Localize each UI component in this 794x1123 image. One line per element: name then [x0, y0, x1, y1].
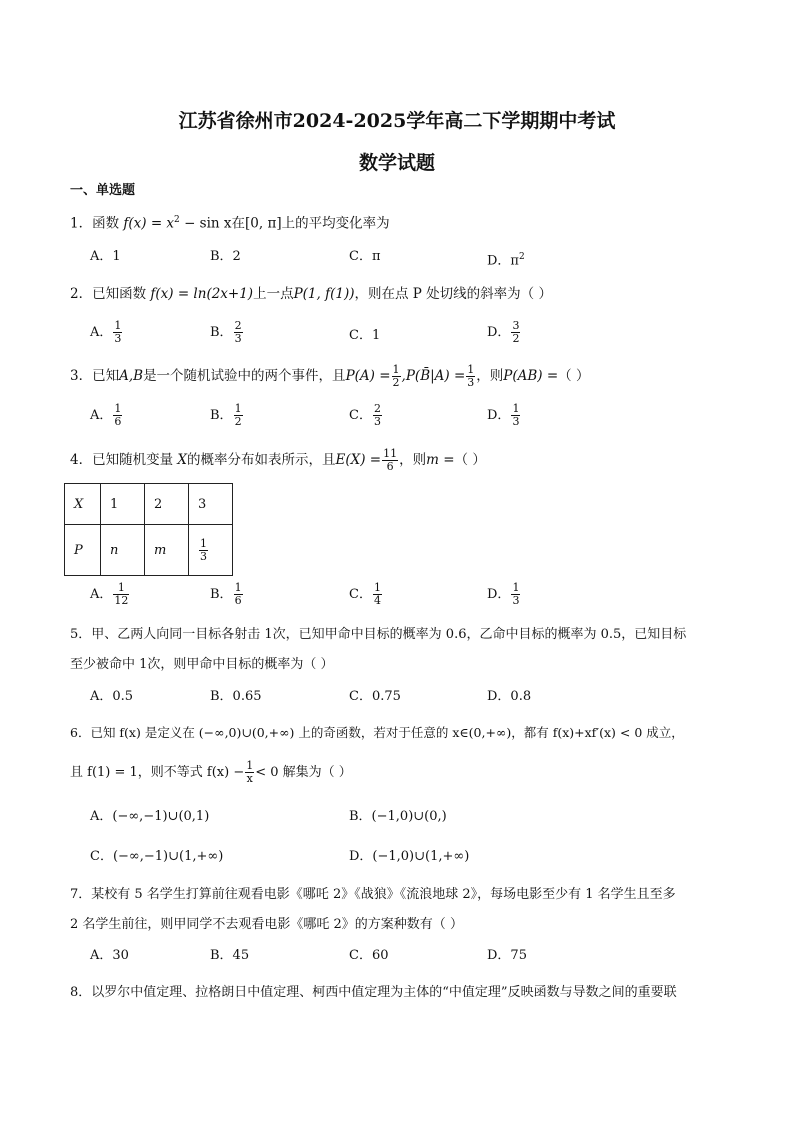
q4-option-c-fraction [373, 582, 382, 607]
q3-option-d [487, 403, 521, 428]
q3-option-d-label: D． [487, 408, 511, 423]
q5-option-c: C．0.75 [349, 689, 401, 704]
q3-option-a-fraction [113, 403, 122, 428]
q2-mid: 上一点 [253, 286, 294, 302]
table-cell: 1 [101, 484, 145, 525]
question-5-line-1: 5．甲、乙两人向同一目标各射击 1次，已知甲命中目标的概率为 0.6，乙命中目标的概率为 0.5，已知目标 [70, 627, 687, 642]
q2-option-d-fraction [511, 320, 520, 345]
q2-prefix: 2．已知函数 [70, 286, 151, 302]
q2-option-b-fraction [234, 320, 243, 345]
table-cell [65, 525, 101, 576]
fraction-numerator: 1 [392, 363, 400, 376]
fraction-numerator: 1 [234, 581, 242, 594]
question-1 [70, 211, 390, 233]
fraction-denominator: 3 [512, 594, 520, 607]
fraction-denominator: 4 [373, 594, 381, 607]
q6-option-d: D．(−1,0)∪(1,+∞) [349, 849, 470, 864]
q3-option-b-fraction [234, 403, 243, 428]
table-cell-text: X [74, 496, 84, 512]
q3-option-c-fraction [373, 403, 382, 428]
q4-option-b [210, 582, 244, 607]
fraction-denominator: x [246, 772, 253, 785]
q3-prefix: 3．已知 [70, 368, 120, 384]
table-cell-text: P [74, 542, 83, 558]
fraction-denominator: 2 [392, 376, 400, 389]
table-row [65, 525, 233, 576]
q6-option-b: B．(−1,0)∪(0,) [349, 809, 447, 824]
q7-option-b: B．45 [210, 948, 250, 963]
q4-option-c-label: C． [349, 587, 372, 602]
question-6-line-2 [70, 760, 352, 785]
q3-pa-fraction [392, 364, 401, 389]
q3-option-d-fraction [511, 403, 520, 428]
q3-option-b-label: B． [210, 408, 233, 423]
q2-text: ，则在点 P 处切线的斜率为（ ） [354, 286, 552, 302]
q3-pba-fraction [466, 364, 475, 389]
q4-option-a [90, 582, 130, 607]
question-6-line-1: 6．已知 f(x) 是定义在 (−∞,0)∪(0,+∞) 上的奇函数，若对于任意的 x∈(0,+∞)，都有 f(x)+xf′(x) < 0 成立， [70, 725, 684, 740]
q4-m: m = [426, 452, 455, 468]
table-cell: 3 [189, 484, 233, 525]
q3-pa: P(A) = [345, 368, 391, 384]
q6-line-2-prefix: 且 f(1) = 1，则不等式 f(x) − [70, 765, 245, 780]
q2-function: f(x) = ln(2x+1) [150, 286, 254, 302]
q1-option-d-exponent: 2 [518, 252, 525, 262]
q4-option-b-fraction [234, 582, 243, 607]
q3-mid: 是一个随机试验中的两个事件，且 [143, 368, 346, 384]
q4-option-d-label: D． [487, 587, 511, 602]
q3-post: ，则 [476, 368, 504, 384]
distribution-table [64, 483, 233, 576]
fraction-numerator: 1 [467, 363, 475, 376]
q3-pab: P(AB) = [503, 368, 559, 384]
fraction-denominator: 3 [467, 376, 475, 389]
question-3 [70, 364, 589, 389]
table-cell-text: n [110, 542, 119, 558]
fraction-numerator: 1 [114, 402, 122, 415]
q4-mid: 的概率分布如表所示，且 [187, 452, 336, 468]
fraction-numerator: 1 [200, 536, 207, 550]
q3-option-c-label: C． [349, 408, 372, 423]
q7-option-c: C．60 [349, 948, 389, 963]
question-5-line-2: 至少被命中 1次，则甲命中目标的概率为（ ） [70, 657, 334, 672]
table-row [65, 484, 233, 525]
section-heading: 一、单选题 [70, 183, 136, 198]
document-title: 江苏省徐州市2024-2025学年高二下学期期中考试 [178, 110, 616, 132]
table-cell-fraction [199, 538, 208, 563]
q1-text: 在[0, π]上的平均变化率为 [231, 215, 390, 232]
q5-option-a: A．0.5 [90, 689, 134, 704]
q2-option-b [210, 320, 244, 345]
fraction-denominator: 3 [114, 332, 122, 345]
q7-option-a: A．30 [90, 948, 129, 963]
q4-option-d [487, 582, 521, 607]
fraction-numerator: 1 [114, 319, 122, 332]
q2-option-b-label: B． [210, 325, 233, 340]
fraction-numerator: 1 [373, 581, 381, 594]
q1-option-d-label: D．π [487, 253, 519, 269]
q1-prefix: 1．函数 [70, 215, 124, 232]
q4-variable: X [177, 452, 188, 468]
q4-option-c [349, 582, 383, 607]
q1-option-b: B．2 [210, 249, 241, 264]
q1-function-rest: − sin x [179, 215, 232, 232]
q2-option-d [487, 320, 521, 345]
fraction-numerator: 2 [373, 402, 381, 415]
question-2 [70, 285, 552, 303]
fraction-denominator: 6 [114, 415, 122, 428]
document-subtitle: 数学试题 [358, 152, 435, 174]
q4-expectation: E(X) = [335, 452, 382, 468]
question-4 [70, 448, 486, 473]
q4-option-a-label: A． [90, 587, 113, 602]
q4-option-d-fraction [511, 582, 520, 607]
table-cell-text: m [154, 542, 167, 558]
fraction-denominator: 12 [114, 594, 129, 607]
q3-option-b [210, 403, 244, 428]
fraction-numerator: 1 [234, 402, 242, 415]
question-7-line-2: 2 名学生前往，则甲同学不去观看电影《哪吒 2》的方案种数有（ ） [70, 917, 463, 932]
q2-option-c: C．1 [349, 328, 381, 343]
fraction-denominator: 6 [234, 594, 242, 607]
fraction-numerator: 1 [246, 759, 254, 772]
q5-option-d: D．0.8 [487, 689, 532, 704]
q3-option-a-label: A． [90, 408, 113, 423]
q2-point: P(1, f(1)) [293, 286, 355, 302]
question-8-line-1: 8．以罗尔中值定理、拉格朗日中值定理、柯西中值定理为主体的“中值定理”反映函数与导数之间的重要联 [70, 985, 677, 1000]
fraction-denominator: 2 [234, 415, 242, 428]
q3-events: A,B [119, 368, 144, 384]
q6-option-a: A．(−∞,−1)∪(0,1) [90, 809, 210, 824]
q1-exponent: 2 [174, 215, 180, 225]
q2-option-a-fraction [113, 320, 122, 345]
q1-option-c: C．π [349, 249, 381, 264]
fraction-numerator: 11 [383, 447, 398, 460]
q3-pba: ,P(B̄|A) = [401, 368, 466, 384]
fraction-numerator: 1 [512, 402, 520, 415]
fraction-denominator: 3 [512, 415, 520, 428]
q4-prefix: 4．已知随机变量 [70, 452, 178, 468]
q2-option-a [90, 320, 123, 345]
table-cell [189, 525, 233, 576]
q4-option-a-fraction [113, 582, 129, 607]
q1-function: f(x) = x [123, 215, 175, 232]
fraction-numerator: 2 [234, 319, 242, 332]
q3-option-c [349, 403, 383, 428]
table-cell [65, 484, 101, 525]
q4-post: ，则 [399, 452, 427, 468]
table-cell [101, 525, 145, 576]
q4-expectation-fraction [382, 448, 398, 473]
fraction-denominator: 3 [373, 415, 381, 428]
q1-option-d [487, 248, 525, 270]
fraction-numerator: 1 [113, 582, 129, 595]
fraction-numerator: 3 [512, 319, 520, 332]
q2-option-a-label: A． [90, 325, 113, 340]
fraction-denominator: 3 [200, 549, 207, 563]
fraction-denominator: 6 [386, 460, 394, 473]
fraction-denominator: 3 [234, 332, 242, 345]
q6-option-c: C．(−∞,−1)∪(1,+∞) [90, 849, 224, 864]
q1-option-a: A．1 [90, 249, 121, 264]
q4-tail: （ ） [454, 452, 486, 468]
table-cell [145, 525, 189, 576]
q7-option-d: D．75 [487, 948, 527, 963]
q5-option-b: B．0.65 [210, 689, 262, 704]
fraction-denominator: 2 [512, 332, 520, 345]
q4-option-b-label: B． [210, 587, 233, 602]
table-cell: 2 [145, 484, 189, 525]
q6-fraction [245, 760, 254, 785]
question-7-line-1: 7．某校有 5 名学生打算前往观看电影《哪吒 2》《战狼》《流浪地球 2》，每场电影至少有 1 名学生且至多 [70, 887, 676, 902]
q3-option-a [90, 403, 123, 428]
q6-line-2-suffix: < 0 解集为（ ） [255, 765, 352, 780]
q3-tail: （ ） [558, 368, 590, 384]
fraction-numerator: 1 [512, 581, 520, 594]
q2-option-d-label: D． [487, 325, 511, 340]
